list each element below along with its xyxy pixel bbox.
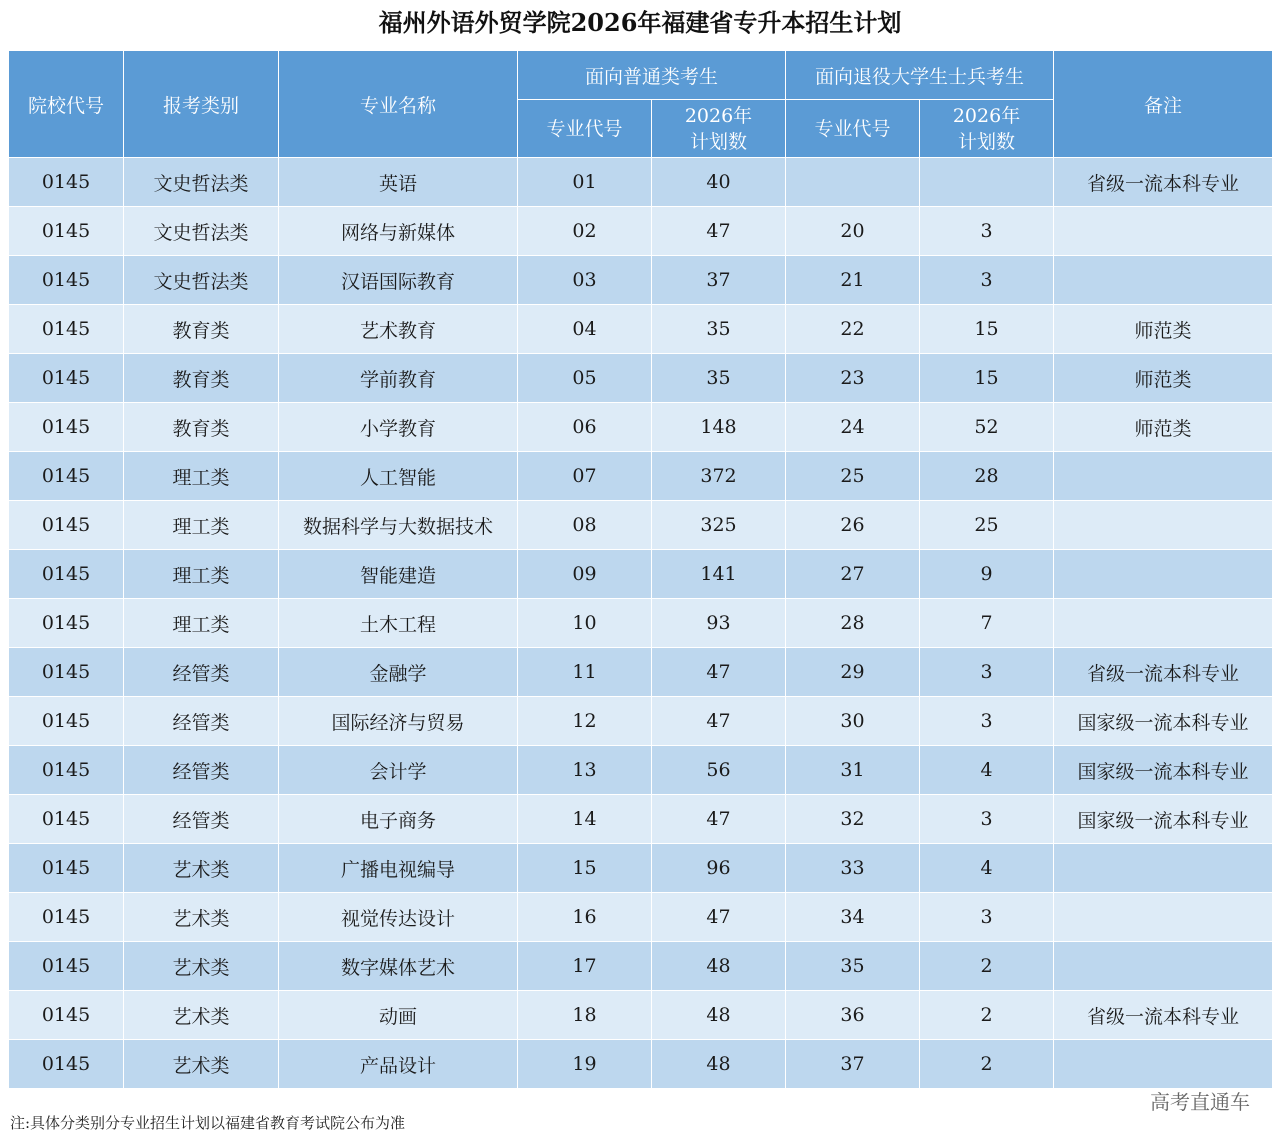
cell-veteran-plan xyxy=(920,158,1054,207)
cell-general-plan: 47 xyxy=(652,893,786,942)
cell-school-code: 0145 xyxy=(9,648,124,697)
cell-remark: 国家级一流本科专业 xyxy=(1054,746,1273,795)
cell-remark: 师范类 xyxy=(1054,354,1273,403)
header-veteran-plan xyxy=(920,100,1054,158)
cell-veteran-code: 31 xyxy=(786,746,920,795)
cell-veteran-code: 28 xyxy=(786,599,920,648)
cell-school-code: 0145 xyxy=(9,795,124,844)
cell-remark: 师范类 xyxy=(1054,403,1273,452)
cell-major: 英语 xyxy=(279,158,518,207)
cell-general-plan: 35 xyxy=(652,305,786,354)
cell-major: 国际经济与贸易 xyxy=(279,697,518,746)
table-row xyxy=(9,256,1273,305)
cell-veteran-plan: 4 xyxy=(920,746,1054,795)
table-row xyxy=(9,599,1273,648)
header-general-plan xyxy=(652,100,786,158)
cell-major: 学前教育 xyxy=(279,354,518,403)
cell-category: 艺术类 xyxy=(124,991,279,1040)
table-row xyxy=(9,893,1273,942)
cell-veteran-code: 25 xyxy=(786,452,920,501)
cell-category: 艺术类 xyxy=(124,942,279,991)
table-row xyxy=(9,844,1273,893)
cell-general-plan: 37 xyxy=(652,256,786,305)
cell-veteran-plan: 2 xyxy=(920,1040,1054,1089)
cell-veteran-code: 36 xyxy=(786,991,920,1040)
table-row xyxy=(9,1040,1273,1089)
cell-general-plan: 35 xyxy=(652,354,786,403)
cell-veteran-code: 32 xyxy=(786,795,920,844)
cell-general-plan: 148 xyxy=(652,403,786,452)
cell-veteran-plan: 52 xyxy=(920,403,1054,452)
cell-general-code: 11 xyxy=(518,648,652,697)
cell-veteran-plan: 15 xyxy=(920,305,1054,354)
cell-general-code: 15 xyxy=(518,844,652,893)
cell-veteran-code: 37 xyxy=(786,1040,920,1089)
cell-school-code: 0145 xyxy=(9,305,124,354)
cell-remark: 省级一流本科专业 xyxy=(1054,991,1273,1040)
cell-veteran-code: 23 xyxy=(786,354,920,403)
cell-major: 数字媒体艺术 xyxy=(279,942,518,991)
cell-veteran-code: 22 xyxy=(786,305,920,354)
cell-category: 经管类 xyxy=(124,697,279,746)
cell-remark xyxy=(1054,942,1273,991)
cell-school-code: 0145 xyxy=(9,746,124,795)
cell-remark xyxy=(1054,256,1273,305)
cell-general-code: 01 xyxy=(518,158,652,207)
cell-veteran-plan: 3 xyxy=(920,207,1054,256)
cell-category: 文史哲法类 xyxy=(124,256,279,305)
cell-general-plan: 56 xyxy=(652,746,786,795)
cell-school-code: 0145 xyxy=(9,893,124,942)
cell-veteran-plan: 3 xyxy=(920,893,1054,942)
table-row xyxy=(9,354,1273,403)
cell-category: 经管类 xyxy=(124,648,279,697)
cell-veteran-code: 27 xyxy=(786,550,920,599)
cell-general-code: 07 xyxy=(518,452,652,501)
cell-general-code: 14 xyxy=(518,795,652,844)
cell-veteran-plan: 3 xyxy=(920,256,1054,305)
cell-school-code: 0145 xyxy=(9,599,124,648)
cell-general-code: 02 xyxy=(518,207,652,256)
cell-major: 广播电视编导 xyxy=(279,844,518,893)
cell-major: 土木工程 xyxy=(279,599,518,648)
cell-category: 理工类 xyxy=(124,599,279,648)
cell-school-code: 0145 xyxy=(9,403,124,452)
cell-veteran-code: 24 xyxy=(786,403,920,452)
table-row xyxy=(9,158,1273,207)
cell-school-code: 0145 xyxy=(9,256,124,305)
cell-school-code: 0145 xyxy=(9,501,124,550)
cell-school-code: 0145 xyxy=(9,207,124,256)
cell-veteran-plan: 28 xyxy=(920,452,1054,501)
cell-remark: 师范类 xyxy=(1054,305,1273,354)
cell-category: 文史哲法类 xyxy=(124,158,279,207)
header-remark: 备注 xyxy=(1054,51,1273,158)
cell-general-code: 13 xyxy=(518,746,652,795)
cell-general-plan: 40 xyxy=(652,158,786,207)
cell-general-code: 10 xyxy=(518,599,652,648)
table-row xyxy=(9,697,1273,746)
cell-school-code: 0145 xyxy=(9,697,124,746)
cell-major: 动画 xyxy=(279,991,518,1040)
cell-general-code: 19 xyxy=(518,1040,652,1089)
cell-remark: 省级一流本科专业 xyxy=(1054,158,1273,207)
cell-veteran-plan: 2 xyxy=(920,991,1054,1040)
cell-general-plan: 48 xyxy=(652,942,786,991)
header-plan-year: 2026年 xyxy=(952,104,1021,127)
cell-general-code: 08 xyxy=(518,501,652,550)
header-general-code: 专业代号 xyxy=(518,100,652,158)
table-row xyxy=(9,452,1273,501)
cell-general-code: 18 xyxy=(518,991,652,1040)
cell-major: 智能建造 xyxy=(279,550,518,599)
table-row xyxy=(9,746,1273,795)
header-school-code: 院校代号 xyxy=(9,51,124,158)
table-row xyxy=(9,501,1273,550)
table-body xyxy=(9,158,1273,1089)
cell-category: 理工类 xyxy=(124,501,279,550)
cell-veteran-code: 30 xyxy=(786,697,920,746)
cell-school-code: 0145 xyxy=(9,1040,124,1089)
cell-veteran-plan: 9 xyxy=(920,550,1054,599)
header-plan-count: 计划数 xyxy=(690,130,748,153)
header-plan-count: 计划数 xyxy=(958,130,1016,153)
header-general-group: 面向普通类考生 xyxy=(518,51,786,100)
table-row xyxy=(9,403,1273,452)
cell-major: 小学教育 xyxy=(279,403,518,452)
cell-general-plan: 47 xyxy=(652,697,786,746)
cell-major: 会计学 xyxy=(279,746,518,795)
cell-veteran-code: 35 xyxy=(786,942,920,991)
cell-veteran-code xyxy=(786,158,920,207)
cell-major: 产品设计 xyxy=(279,1040,518,1089)
cell-general-code: 12 xyxy=(518,697,652,746)
cell-general-plan: 372 xyxy=(652,452,786,501)
cell-category: 理工类 xyxy=(124,452,279,501)
cell-general-plan: 48 xyxy=(652,1040,786,1089)
cell-school-code: 0145 xyxy=(9,158,124,207)
cell-veteran-plan: 4 xyxy=(920,844,1054,893)
cell-school-code: 0145 xyxy=(9,354,124,403)
cell-veteran-code: 29 xyxy=(786,648,920,697)
watermark: 高考直通车 xyxy=(1150,1090,1250,1114)
table-row xyxy=(9,207,1273,256)
cell-general-code: 16 xyxy=(518,893,652,942)
header-major: 专业名称 xyxy=(279,51,518,158)
cell-veteran-code: 21 xyxy=(786,256,920,305)
cell-veteran-plan: 7 xyxy=(920,599,1054,648)
cell-school-code: 0145 xyxy=(9,942,124,991)
cell-remark: 国家级一流本科专业 xyxy=(1054,795,1273,844)
cell-veteran-code: 20 xyxy=(786,207,920,256)
cell-major: 人工智能 xyxy=(279,452,518,501)
table-row xyxy=(9,305,1273,354)
cell-category: 艺术类 xyxy=(124,844,279,893)
cell-remark: 国家级一流本科专业 xyxy=(1054,697,1273,746)
cell-general-plan: 96 xyxy=(652,844,786,893)
table-row xyxy=(9,648,1273,697)
header-plan-year: 2026年 xyxy=(684,104,753,127)
cell-general-plan: 141 xyxy=(652,550,786,599)
cell-major: 金融学 xyxy=(279,648,518,697)
cell-major: 电子商务 xyxy=(279,795,518,844)
cell-major: 汉语国际教育 xyxy=(279,256,518,305)
cell-general-plan: 47 xyxy=(652,648,786,697)
cell-remark xyxy=(1054,207,1273,256)
cell-general-plan: 93 xyxy=(652,599,786,648)
cell-general-code: 09 xyxy=(518,550,652,599)
cell-general-plan: 47 xyxy=(652,207,786,256)
cell-category: 教育类 xyxy=(124,354,279,403)
cell-general-code: 06 xyxy=(518,403,652,452)
cell-general-plan: 48 xyxy=(652,991,786,1040)
cell-category: 教育类 xyxy=(124,403,279,452)
cell-general-code: 04 xyxy=(518,305,652,354)
cell-veteran-plan: 3 xyxy=(920,795,1054,844)
cell-veteran-plan: 15 xyxy=(920,354,1054,403)
enrollment-plan-table xyxy=(8,50,1273,1089)
cell-major: 网络与新媒体 xyxy=(279,207,518,256)
cell-veteran-plan: 2 xyxy=(920,942,1054,991)
table-row xyxy=(9,991,1273,1040)
cell-major: 视觉传达设计 xyxy=(279,893,518,942)
table-row xyxy=(9,550,1273,599)
cell-major: 艺术教育 xyxy=(279,305,518,354)
cell-category: 经管类 xyxy=(124,746,279,795)
cell-category: 艺术类 xyxy=(124,893,279,942)
cell-remark xyxy=(1054,599,1273,648)
footnote: 注:具体分类别分专业招生计划以福建省教育考试院公布为准 xyxy=(10,1114,406,1132)
cell-remark xyxy=(1054,844,1273,893)
header-veteran-group: 面向退役大学生士兵考生 xyxy=(786,51,1054,100)
cell-general-code: 17 xyxy=(518,942,652,991)
cell-school-code: 0145 xyxy=(9,844,124,893)
header-veteran-code: 专业代号 xyxy=(786,100,920,158)
cell-category: 教育类 xyxy=(124,305,279,354)
cell-veteran-code: 34 xyxy=(786,893,920,942)
cell-veteran-plan: 25 xyxy=(920,501,1054,550)
cell-category: 艺术类 xyxy=(124,1040,279,1089)
cell-major: 数据科学与大数据技术 xyxy=(279,501,518,550)
cell-veteran-code: 26 xyxy=(786,501,920,550)
cell-remark: 省级一流本科专业 xyxy=(1054,648,1273,697)
cell-veteran-code: 33 xyxy=(786,844,920,893)
cell-category: 文史哲法类 xyxy=(124,207,279,256)
cell-remark xyxy=(1054,452,1273,501)
page-title: 福州外语外贸学院2026年福建省专升本招生计划 xyxy=(378,8,902,37)
cell-remark xyxy=(1054,501,1273,550)
cell-category: 理工类 xyxy=(124,550,279,599)
header-category: 报考类别 xyxy=(124,51,279,158)
cell-school-code: 0145 xyxy=(9,452,124,501)
cell-general-code: 03 xyxy=(518,256,652,305)
cell-remark xyxy=(1054,1040,1273,1089)
cell-veteran-plan: 3 xyxy=(920,648,1054,697)
cell-general-plan: 47 xyxy=(652,795,786,844)
table-row xyxy=(9,942,1273,991)
cell-remark xyxy=(1054,893,1273,942)
cell-veteran-plan: 3 xyxy=(920,697,1054,746)
cell-school-code: 0145 xyxy=(9,991,124,1040)
table-row xyxy=(9,795,1273,844)
cell-general-code: 05 xyxy=(518,354,652,403)
cell-remark xyxy=(1054,550,1273,599)
cell-category: 经管类 xyxy=(124,795,279,844)
cell-general-plan: 325 xyxy=(652,501,786,550)
cell-school-code: 0145 xyxy=(9,550,124,599)
